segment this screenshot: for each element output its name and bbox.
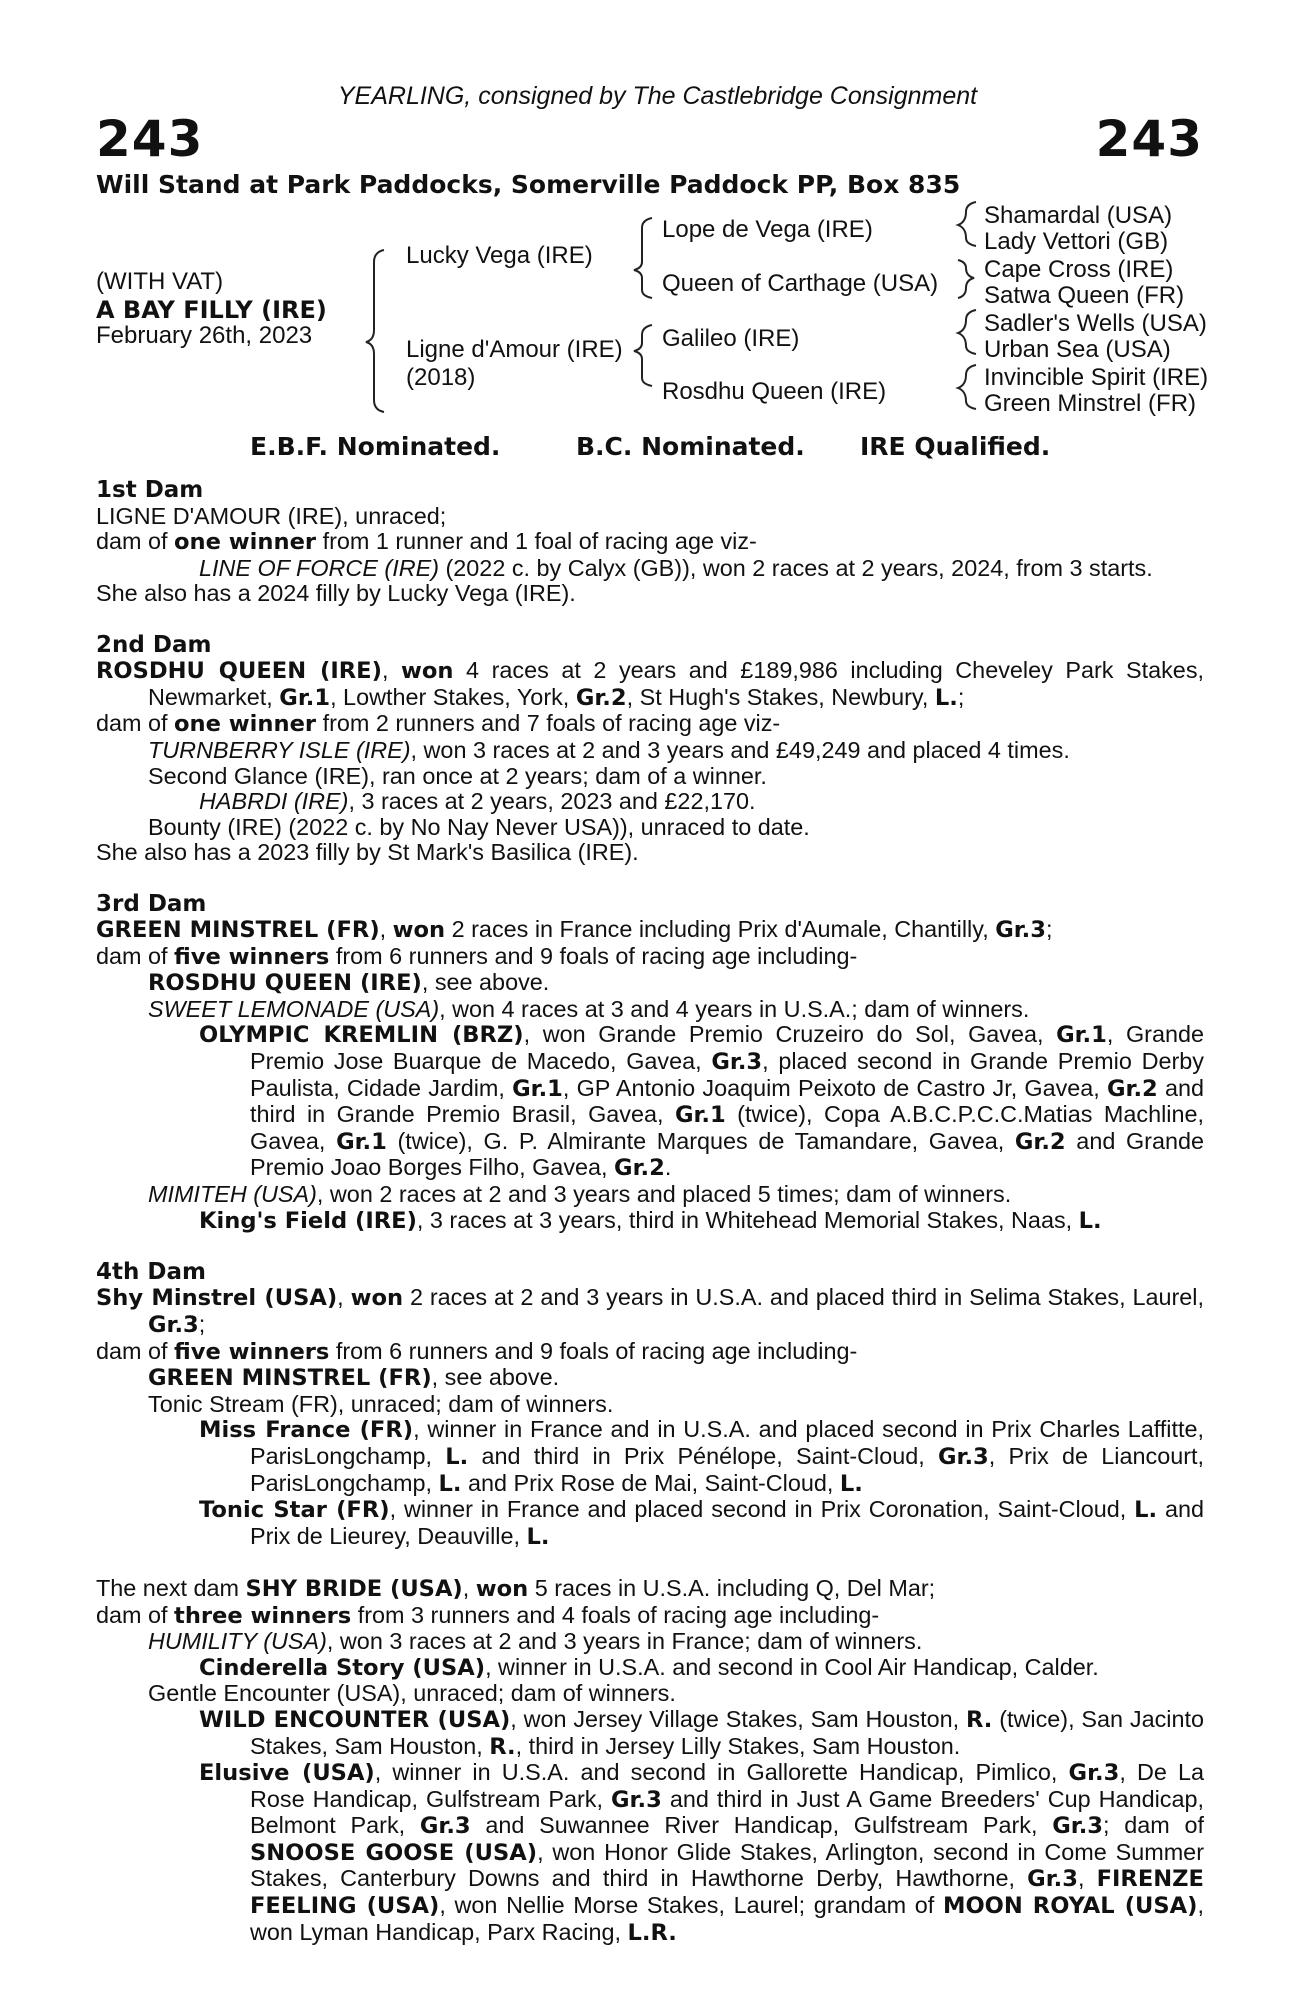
vat-note: (WITH VAT)	[96, 268, 224, 295]
next-dam-grandoffspring: Elusive (USA), winner in U.S.A. and second in Gallorette Handicap, Pimlico, Gr.3, De La Rose Handicap, Gulfstream Park, Gr.3 and third in Just A Game Breeders' Cup Handicap, Belmont Park, Gr.3 and Suwannee River Handicap, Gulfstream Park, Gr.3; dam of SNOOSE GOOSE (USA), won Honor Glide Stakes, Arlington, second in Come Summer Stakes, Canterbury Downs and third in Hawthorne Derby, Hawthorne, Gr.3, FIRENZE FEELING (USA), won Nellie Morse Stakes, Laurel; grandam of MOON ROYAL (USA), won Lyman Handicap, Parx Racing, L.R.	[199, 1759, 1205, 1946]
second-dam-heading: 2nd Dam	[96, 631, 212, 658]
third-dam-record: GREEN MINSTREL (FR), won 2 races in France including Prix d'Aumale, Chantilly, Gr.3;	[96, 916, 1053, 944]
foaling-date: February 26th, 2023	[96, 322, 313, 349]
dam-sire-dam: Urban Sea (USA)	[984, 336, 1171, 363]
dam: Ligne d'Amour (IRE)	[406, 336, 623, 363]
ire-qualification: IRE Qualified.	[860, 432, 1051, 461]
third-dam-grandoffspring: King's Field (IRE), 3 races at 3 years, third in Whitehead Memorial Stakes, Naas, L.	[199, 1206, 1102, 1234]
sire-dam-sire: Cape Cross (IRE)	[984, 256, 1174, 283]
second-dam-offspring: TURNBERRY ISLE (IRE), won 3 races at 2 and 3 years and £49,249 and placed 4 times.	[148, 736, 1070, 763]
second-dam-note: She also has a 2023 filly by St Mark's Basilica (IRE).	[96, 839, 639, 866]
fourth-dam-heading: 4th Dam	[96, 1258, 206, 1285]
first-dam-produce-summary: dam of one winner from 1 runner and 1 foal of racing age viz-	[96, 528, 757, 556]
fourth-dam-offspring: Tonic Stream (FR), unraced; dam of winners.	[148, 1390, 614, 1417]
second-dam-record: ROSDHU QUEEN (IRE), won 4 races at 2 years and £189,986 including Cheveley Park Stakes, Newmarket, Gr.1, Lowther Stakes, York, Gr.2, St Hugh's Stakes, Newbury, L.;	[96, 657, 1205, 711]
next-dam-offspring: Gentle Encounter (USA), unraced; dam of winners.	[148, 1680, 676, 1707]
dam-dam-sire: Invincible Spirit (IRE)	[984, 364, 1209, 391]
fourth-dam-offspring: GREEN MINSTREL (FR), see above.	[148, 1364, 560, 1392]
next-dam-record: The next dam SHY BRIDE (USA), won 5 races in U.S.A. including Q, Del Mar;	[96, 1574, 936, 1602]
next-dam-produce-summary: dam of three winners from 3 runners and 4 foals of racing age including-	[96, 1601, 880, 1629]
lot-number-right: 243	[1095, 110, 1203, 168]
sire-sire-dam: Lady Vettori (GB)	[984, 228, 1169, 255]
first-dam-offspring: LINE OF FORCE (IRE) (2022 c. by Calyx (GB)), won 2 races at 2 years, 2024, from 3 starts.	[199, 554, 1153, 581]
sire: Lucky Vega (IRE)	[406, 242, 593, 269]
fourth-dam-record: Shy Minstrel (USA), won 2 races at 2 and 3 years in U.S.A. and placed third in Selima Stakes, Laurel, Gr.3;	[96, 1284, 1204, 1338]
dam-sire: Galileo (IRE)	[662, 325, 800, 352]
dam-dam-dam: Green Minstrel (FR)	[984, 390, 1197, 417]
produce-record	[96, 478, 1204, 1946]
ebf-nomination: E.B.F. Nominated.	[250, 432, 501, 461]
dam-sire-sire: Sadler's Wells (USA)	[984, 310, 1207, 337]
third-dam-offspring: ROSDHU QUEEN (IRE), see above.	[148, 969, 550, 997]
dam-year: (2018)	[406, 364, 476, 391]
sire-dam: Queen of Carthage (USA)	[662, 270, 939, 297]
fourth-dam-grandoffspring: Tonic Star (FR), winner in France and placed second in Prix Coronation, Saint-Cloud, L. and Prix de Lieurey, Deauville, L.	[199, 1496, 1205, 1550]
second-dam-produce-summary: dam of one winner from 2 runners and 7 foals of racing age viz-	[96, 710, 781, 738]
fourth-dam-produce-summary: dam of five winners from 6 runners and 9 foals of racing age including-	[96, 1337, 858, 1365]
next-dam-offspring: HUMILITY (USA), won 3 races at 2 and 3 years in France; dam of winners.	[148, 1628, 923, 1655]
second-dam-offspring: Second Glance (IRE), ran once at 2 years; dam of a winner.	[148, 762, 767, 789]
third-dam-heading: 3rd Dam	[96, 890, 207, 917]
sire-sire: Lope de Vega (IRE)	[662, 216, 873, 243]
stand-location: Will Stand at Park Paddocks, Somerville Paddock PP, Box 835	[96, 170, 961, 199]
sire-sire-sire: Shamardal (USA)	[984, 202, 1173, 229]
third-dam-offspring: SWEET LEMONADE (USA), won 4 races at 3 and 4 years in U.S.A.; dam of winners.	[148, 995, 1030, 1022]
next-dam-grandoffspring: Cinderella Story (USA), winner in U.S.A. and second in Cool Air Handicap, Calder.	[199, 1653, 1099, 1681]
catalogue-subtitle: YEARLING, consigned by The Castlebridge Consignment	[337, 82, 978, 110]
first-dam-note: She also has a 2024 filly by Lucky Vega (IRE).	[96, 580, 576, 607]
fourth-dam-grandoffspring: Miss France (FR), winner in France and in U.S.A. and placed second in Prix Charles Laffitte, ParisLongchamp, L. and third in Prix Pénélope, Saint-Cloud, Gr.3, Prix de Liancourt, ParisLongchamp, L. and Prix Rose de Mai, Saint-Cloud, L.	[199, 1416, 1205, 1497]
first-dam-line: LIGNE D'AMOUR (IRE), unraced;	[96, 502, 447, 529]
third-dam-offspring: MIMITEH (USA), won 2 races at 2 and 3 years and placed 5 times; dam of winners.	[148, 1181, 1012, 1208]
first-dam-heading: 1st Dam	[96, 477, 204, 503]
third-dam-produce-summary: dam of five winners from 6 runners and 9 foals of racing age including-	[96, 942, 858, 970]
sire-dam-dam: Satwa Queen (FR)	[984, 282, 1185, 309]
lot-number-left: 243	[96, 110, 204, 168]
dam-dam: Rosdhu Queen (IRE)	[662, 378, 887, 405]
next-dam-grandoffspring: WILD ENCOUNTER (USA), won Jersey Village Stakes, Sam Houston, R. (twice), San Jacinto Stakes, Sam Houston, R., third in Jersey Lilly Stakes, Sam Houston.	[199, 1705, 1204, 1760]
second-dam-offspring: Bounty (IRE) (2022 c. by No Nay Never USA)), unraced to date.	[148, 813, 810, 840]
bc-nomination: B.C. Nominated.	[576, 432, 805, 461]
second-dam-offspring: HABRDI (IRE), 3 races at 2 years, 2023 and £22,170.	[199, 788, 756, 815]
third-dam-grandoffspring: OLYMPIC KREMLIN (BRZ), won Grande Premio Cruzeiro do Sol, Gavea, Gr.1, Grande Premio Jose Buarque de Macedo, Gavea, Gr.3, placed second in Grande Premio Derby Paulista, Cidade Jardim, Gr.1, GP Antonio Joaquim Peixoto de Castro Jr, Gavea, Gr.2 and third in Grande Premio Brasil, Gavea, Gr.1 (twice), Copa A.B.C.P.C.C.Matias Machline, Gavea, Gr.1 (twice), G. P. Almirante Marques de Tamandare, Gavea, Gr.2 and Grande Premio Joao Borges Filho, Gavea, Gr.2.	[199, 1021, 1205, 1182]
lot-name: A BAY FILLY (IRE)	[96, 296, 327, 324]
